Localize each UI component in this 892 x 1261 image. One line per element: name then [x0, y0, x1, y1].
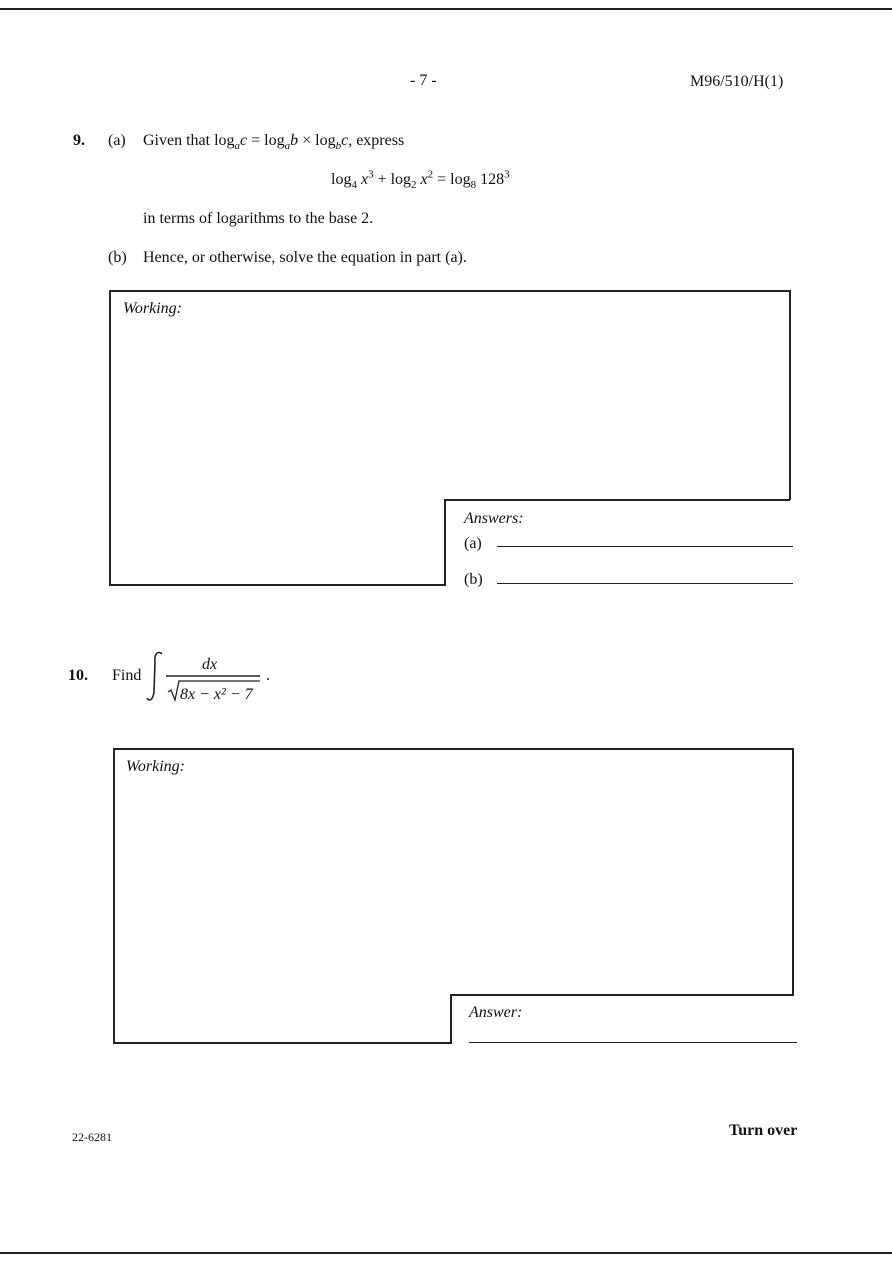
question-9-in-terms-text: in terms of logarithms to the base 2. — [143, 210, 374, 227]
question-9-working-label: Working: — [123, 300, 182, 317]
question-10-number: 10. — [68, 667, 88, 684]
question-9b-text: Hence, or otherwise, solve the equation in part (a). — [143, 249, 467, 266]
integral-sign — [147, 652, 162, 700]
question-10-working-label: Working: — [126, 758, 185, 775]
integrand-denominator: 8x − x² − 7 — [180, 686, 253, 703]
question-10-find-label: Find — [112, 667, 142, 684]
question-9a-text: Given that $\log_ac = \log_ab \times \log_bc$, express — [143, 132, 405, 153]
question-9-answer-b-line[interactable] — [497, 583, 793, 584]
footer-code: 22-6281 — [72, 1130, 112, 1144]
question-9-answer-a-label: (a) — [464, 535, 482, 552]
turn-over-label: Turn over — [729, 1122, 798, 1139]
question-10-answer-label: Answer: — [469, 1004, 523, 1021]
svg-text:.: . — [266, 667, 270, 684]
integrand-numerator: dx — [202, 656, 218, 673]
question-9-equation: $\log_4 x^3 + \log_2 x^2 = \log_8 128^3$ — [331, 168, 510, 192]
question-9a-label: (a) — [108, 132, 126, 149]
page-number: - 7 - — [410, 72, 437, 89]
question-9-answer-a-line[interactable] — [497, 546, 793, 547]
page-top-edge — [0, 8, 892, 10]
question-9-answers-label: Answers: — [464, 510, 524, 527]
question-9a-text-prefix: Given that log — [143, 132, 235, 149]
question-9b-label: (b) — [108, 249, 127, 266]
page-bottom-edge — [0, 1252, 892, 1254]
question-9-number: 9. — [73, 132, 85, 149]
question-10-answer-line[interactable] — [469, 1042, 797, 1043]
question-9-answer-b-label: (b) — [464, 571, 483, 588]
question-9a-text-suffix: , express — [348, 132, 405, 149]
paper-code: M96/510/H(1) — [690, 73, 784, 90]
